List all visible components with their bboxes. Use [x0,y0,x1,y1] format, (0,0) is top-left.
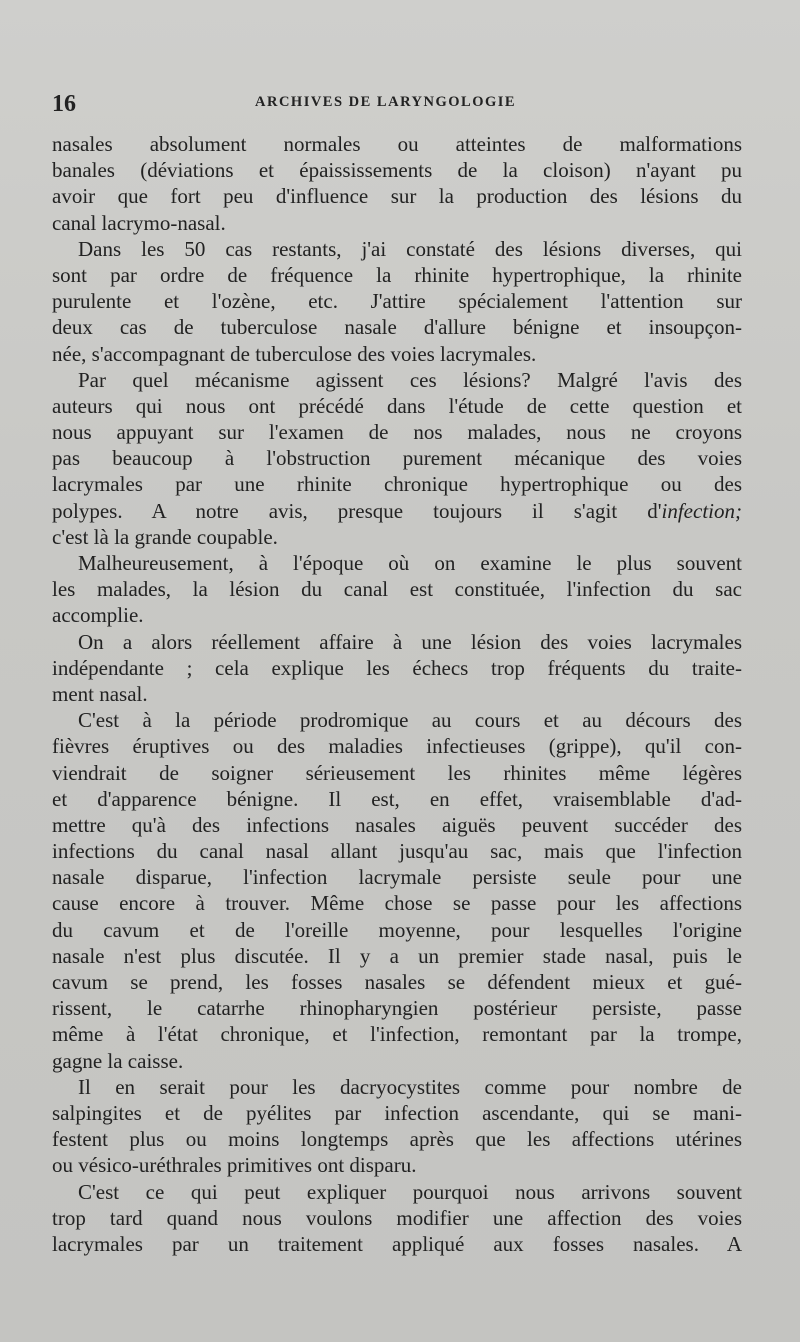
text-line: festent plus ou moins longtemps après que les affections utérines [52,1127,742,1152]
page-number: 16 [52,91,76,117]
text-line: banales (déviations et épaississements de la cloison) n'ayant pu [52,158,742,183]
text-line: C'est à la période prodromique au cours et au décours des [78,708,742,733]
text-line: nasale disparue, l'infection lacrymale persiste seule pour une [52,865,742,890]
text-line: nous appuyant sur l'examen de nos malades, nous ne croyons [52,420,742,445]
emphasis: infection; [661,498,742,523]
text-line: Il en serait pour les dacryocystites comme pour nombre de [78,1074,742,1099]
text-line: deux cas de tuberculose nasale d'allure bénigne et insoupçon- [52,315,742,340]
text-line: nasales absolument normales ou atteintes de malformations [52,132,742,156]
text-line: cause encore à trouver. Même chose se passe pour les affections [52,891,742,916]
text-line: Par quel mécanisme agissent ces lésions? Malgré l'avis des [78,367,742,392]
text-line: sont par ordre de fréquence la rhinite hypertrophique, la rhinite [52,262,742,287]
text-line: même à l'état chronique, et l'infection, remontant par la trompe, [52,1022,742,1047]
text-line: née, s'accompagnant de tuberculose des voies lacrymales. [52,341,537,366]
text-line: du cavum et de l'oreille moyenne, pour lesquelles l'origine [52,917,742,942]
text-line: ou vésico-uréthrales primitives ont disparu. [52,1153,417,1178]
body-text [52,131,742,1257]
text-line: pas beaucoup à l'obstruction purement mécanique des voies [52,446,742,471]
page-header [52,90,752,120]
text-line: purulente et l'ozène, etc. J'attire spécialement l'attention sur [52,289,742,314]
text-line: mettre qu'à des infections nasales aiguës peuvent succéder des [52,812,742,837]
text-line: C'est ce qui peut expliquer pourquoi nous arrivons souvent [78,1179,742,1204]
running-head: ARCHIVES DE LARYNGOLOGIE [255,94,517,110]
text-line: avoir que fort peu d'influence sur la production des lésions du [52,184,742,209]
text-line: accomplie. [52,603,144,628]
text-line: viendrait de soigner sérieusement les rhinites même légères [52,760,742,785]
text-line: cavum se prend, les fosses nasales se défendent mieux et gué- [52,970,742,994]
text-line: canal lacrymo-nasal. [52,210,226,235]
text-line: lacrymales par un traitement appliqué aux fosses nasales. A [52,1231,742,1256]
text-line: indépendante ; cela explique les échecs trop fréquents du traite- [52,655,742,680]
text-line: trop tard quand nous voulons modifier une affection des voies [52,1205,742,1230]
text-line: gagne la caisse. [52,1048,184,1073]
text-line: et d'apparence bénigne. Il est, en effet, vraisemblable d'ad- [52,786,742,811]
text-line: nasale n'est plus discutée. Il y a un premier stade nasal, puis le [52,943,742,968]
text-line: ment nasal. [52,681,148,706]
text-line: les malades, la lésion du canal est constituée, l'infection du sac [52,577,742,602]
text-line: lacrymales par une rhinite chronique hypertrophique ou des [52,472,742,497]
text-line: Malheureusement, à l'époque où on examine le plus souvent [78,551,742,575]
text-line: polypes. A notre avis, presque toujours il s'agit d'infection; [52,498,742,523]
text-line: fièvres éruptives ou des maladies infectieuses (grippe), qu'il con- [52,734,742,759]
text-line: c'est là la grande coupable. [52,524,278,549]
text-line: auteurs qui nous ont précédé dans l'étude de cette question et [52,393,742,418]
text-line: infections du canal nasal allant jusqu'au sac, mais que l'infection [52,839,742,864]
text-line: salpingites et de pyélites par infection ascendante, qui se mani- [52,1100,742,1125]
text-line: On a alors réellement affaire à une lésion des voies lacrymales [78,629,742,654]
text-line: Dans les 50 cas restants, j'ai constaté des lésions diverses, qui [78,236,742,261]
text-line: rissent, le catarrhe rhinopharyngien postérieur persiste, passe [52,996,742,1021]
